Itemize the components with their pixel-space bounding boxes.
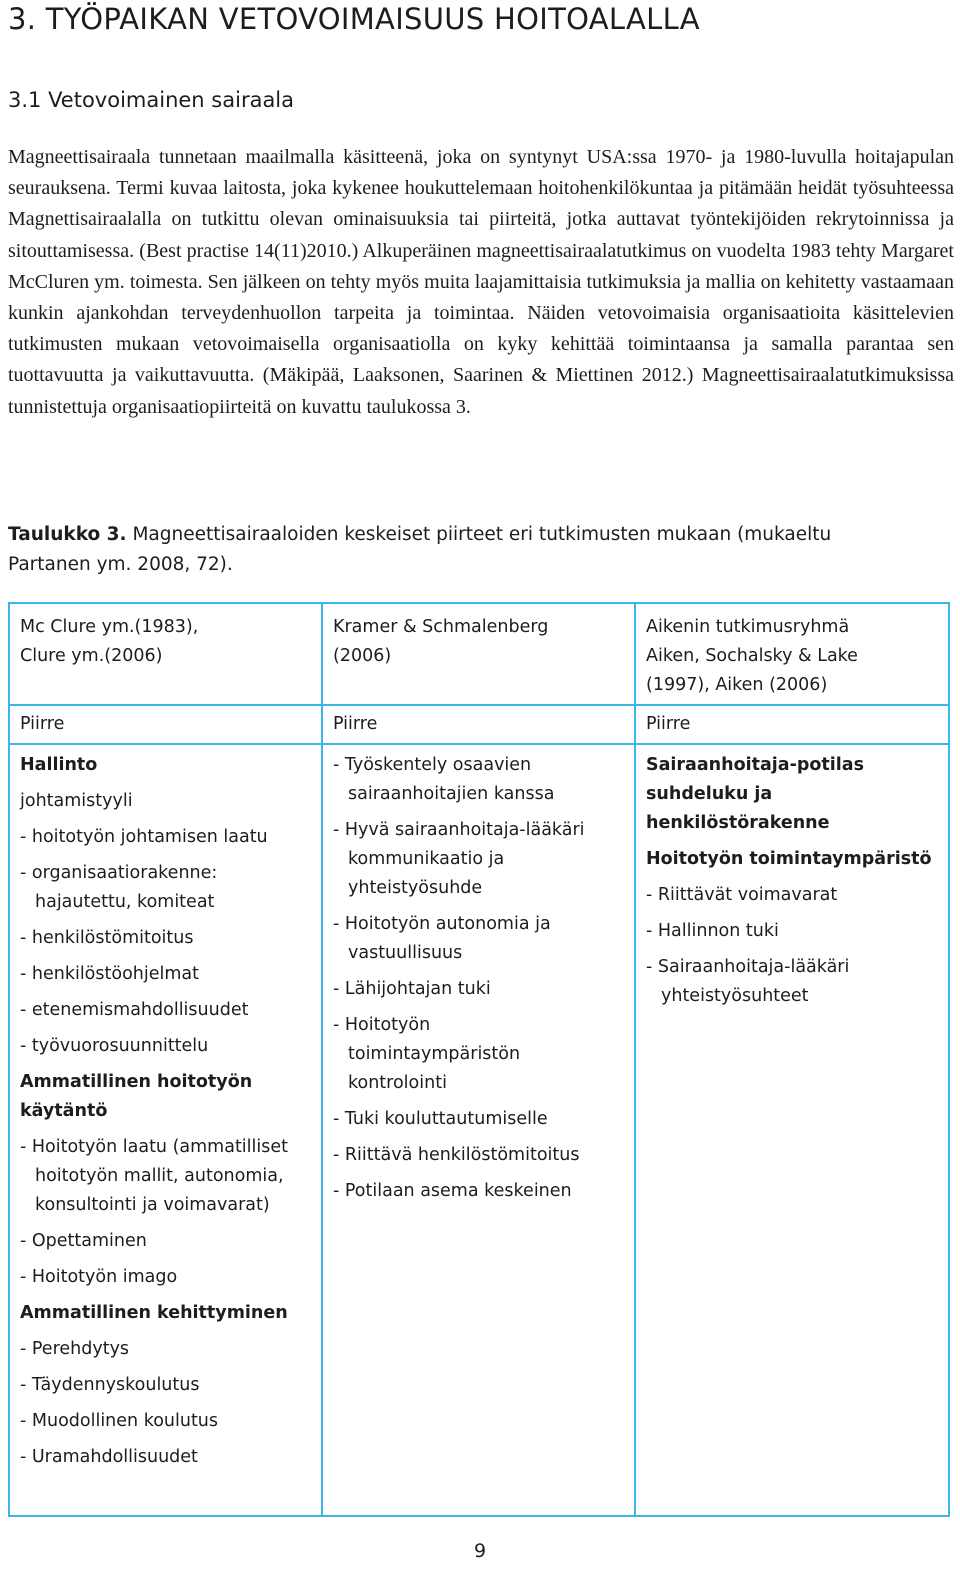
chapter-title: 3. TYÖPAIKAN VETOVOIMAISUUS HOITOALALLA <box>8 2 700 36</box>
list-item: - Potilaan asema keskeinen <box>333 1181 572 1201</box>
table-caption <box>8 520 908 580</box>
list-item: - Työskentely osaavien sairaanhoitajien kanssa <box>333 755 555 804</box>
list-heading: Ammatillinen kehittyminen <box>20 1303 288 1323</box>
table-caption-text: Magneettisairaaloiden keskeiset piirteet eri tutkimusten mukaan (mukaeltu Partanen ym. 2008, 72). <box>8 524 832 575</box>
header-line: Kramer & Schmalenberg <box>333 617 549 637</box>
table-header-row <box>9 603 949 705</box>
list-item: - Muodollinen koulutus <box>20 1411 219 1431</box>
table-caption-label: Taulukko 3. <box>8 524 127 545</box>
list-heading: Hoitotyön toimintaympäristö <box>646 849 932 869</box>
list-heading: Hallinto <box>20 755 98 775</box>
list-item: - Uramahdollisuudet <box>20 1447 198 1467</box>
list-item: - Hoitotyön imago <box>20 1267 178 1287</box>
list-heading: Ammatillinen hoitotyön käytäntö <box>20 1072 253 1121</box>
column-mcclure <box>9 744 322 1516</box>
list-item: - Hallinnon tuki <box>646 921 779 941</box>
list-item: - Hoitotyön toimintaympäristön kontrolointi <box>333 1015 521 1093</box>
list-item: - Lähijohtajan tuki <box>333 979 491 999</box>
body-paragraph: Magneettisairaala tunnetaan maailmalla käsitteenä, joka on syntynyt USA:ssa 1970- ja 1980-luvulla hoitajapulan seurauksena. Termi kuvaa laitosta, joka kykenee houkuttelemaan hoitohenkilökuntaa ja pitämään heidät työsuhteessa Magnettisairaalalla on tutkittu olevan ominaisuuksia tai piirteitä, jotka auttavat työntekijöiden rekrytoinnissa ja sitouttamisessa. (Best practise 14(11)2010.) Alkuperäinen magneettisairaalatutkimus on vuodelta 1983 tehty Margaret McCluren ym. toimesta. Sen jälkeen on tehty myös muita laajamittaisia tutkimuksia ja mallia on kehitetty vastaamaan kunkin ajankohdan terveydenhuollon tarpeita ja toimintaa. Näiden vetovoimaisia organisaatioita käsittelevien tutkimusten mukaan vetovoimaisella organisaatiolla on kyky kehittää toimintaansa ja samalla parantaa sen tuottavuutta ja vaikuttavuutta. (Mäkipää, Laaksonen, Saarinen & Miettinen 2012.) Magneettisairaalatutkimuksissa tunnistettuja organisaatiopiirteitä on kuvattu taulukossa 3. <box>8 146 954 418</box>
header-line: Clure ym.(2006) <box>20 646 163 666</box>
list-item: - Hoitotyön laatu (ammatilliset hoitotyön mallit, autonomia, konsultointi ja voimavarat) <box>20 1137 289 1215</box>
trait-label-cell: Piirre <box>322 705 635 744</box>
list-item: - Riittävä henkilöstömitoitus <box>333 1145 580 1165</box>
list-item: - Perehdytys <box>20 1339 130 1359</box>
list-text: johtamistyyli <box>20 791 133 811</box>
header-line: (1997), Aiken (2006) <box>646 675 828 695</box>
section-title: 3.1 Vetovoimainen sairaala <box>8 88 295 112</box>
list-item: - henkilöstömitoitus <box>20 928 194 948</box>
list-item: - Riittävät voimavarat <box>646 885 838 905</box>
column-aiken <box>635 744 949 1516</box>
header-cell-kramer <box>322 603 635 705</box>
list-item: - työvuorosuunnittelu <box>20 1036 209 1056</box>
list-item: - organisaatiorakenne: hajautettu, komiteat <box>20 863 218 912</box>
magnet-hospital-features-table <box>8 602 950 1517</box>
header-line: Aikenin tutkimusryhmä <box>646 617 850 637</box>
page-number: 9 <box>473 1540 487 1562</box>
table-trait-row <box>9 705 949 744</box>
trait-label-cell: Piirre <box>9 705 322 744</box>
list-item: - Hoitotyön autonomia ja vastuullisuus <box>333 914 551 963</box>
list-item: - henkilöstöohjelmat <box>20 964 199 984</box>
list-item: - Tuki kouluttautumiselle <box>333 1109 548 1129</box>
list-item: - hoitotyön johtamisen laatu <box>20 827 268 847</box>
header-cell-aiken <box>635 603 949 705</box>
list-item: - Hyvä sairaanhoitaja-lääkäri kommunikaatio ja yhteistyösuhde <box>333 820 585 898</box>
trait-label-cell: Piirre <box>635 705 949 744</box>
column-kramer <box>322 744 635 1516</box>
list-item: - etenemismahdollisuudet <box>20 1000 249 1020</box>
header-line: Aiken, Sochalsky & Lake <box>646 646 858 666</box>
header-line: (2006) <box>333 646 392 666</box>
table-content-row <box>9 744 949 1516</box>
list-heading: Sairaanhoitaja-potilas suhdeluku ja henkilöstörakenne <box>646 755 864 833</box>
list-item: - Opettaminen <box>20 1231 147 1251</box>
list-item: - Sairaanhoitaja-lääkäri yhteistyösuhteet <box>646 957 850 1006</box>
header-cell-mcclure <box>9 603 322 705</box>
header-line: Mc Clure ym.(1983), <box>20 617 199 637</box>
list-item: - Täydennyskoulutus <box>20 1375 200 1395</box>
